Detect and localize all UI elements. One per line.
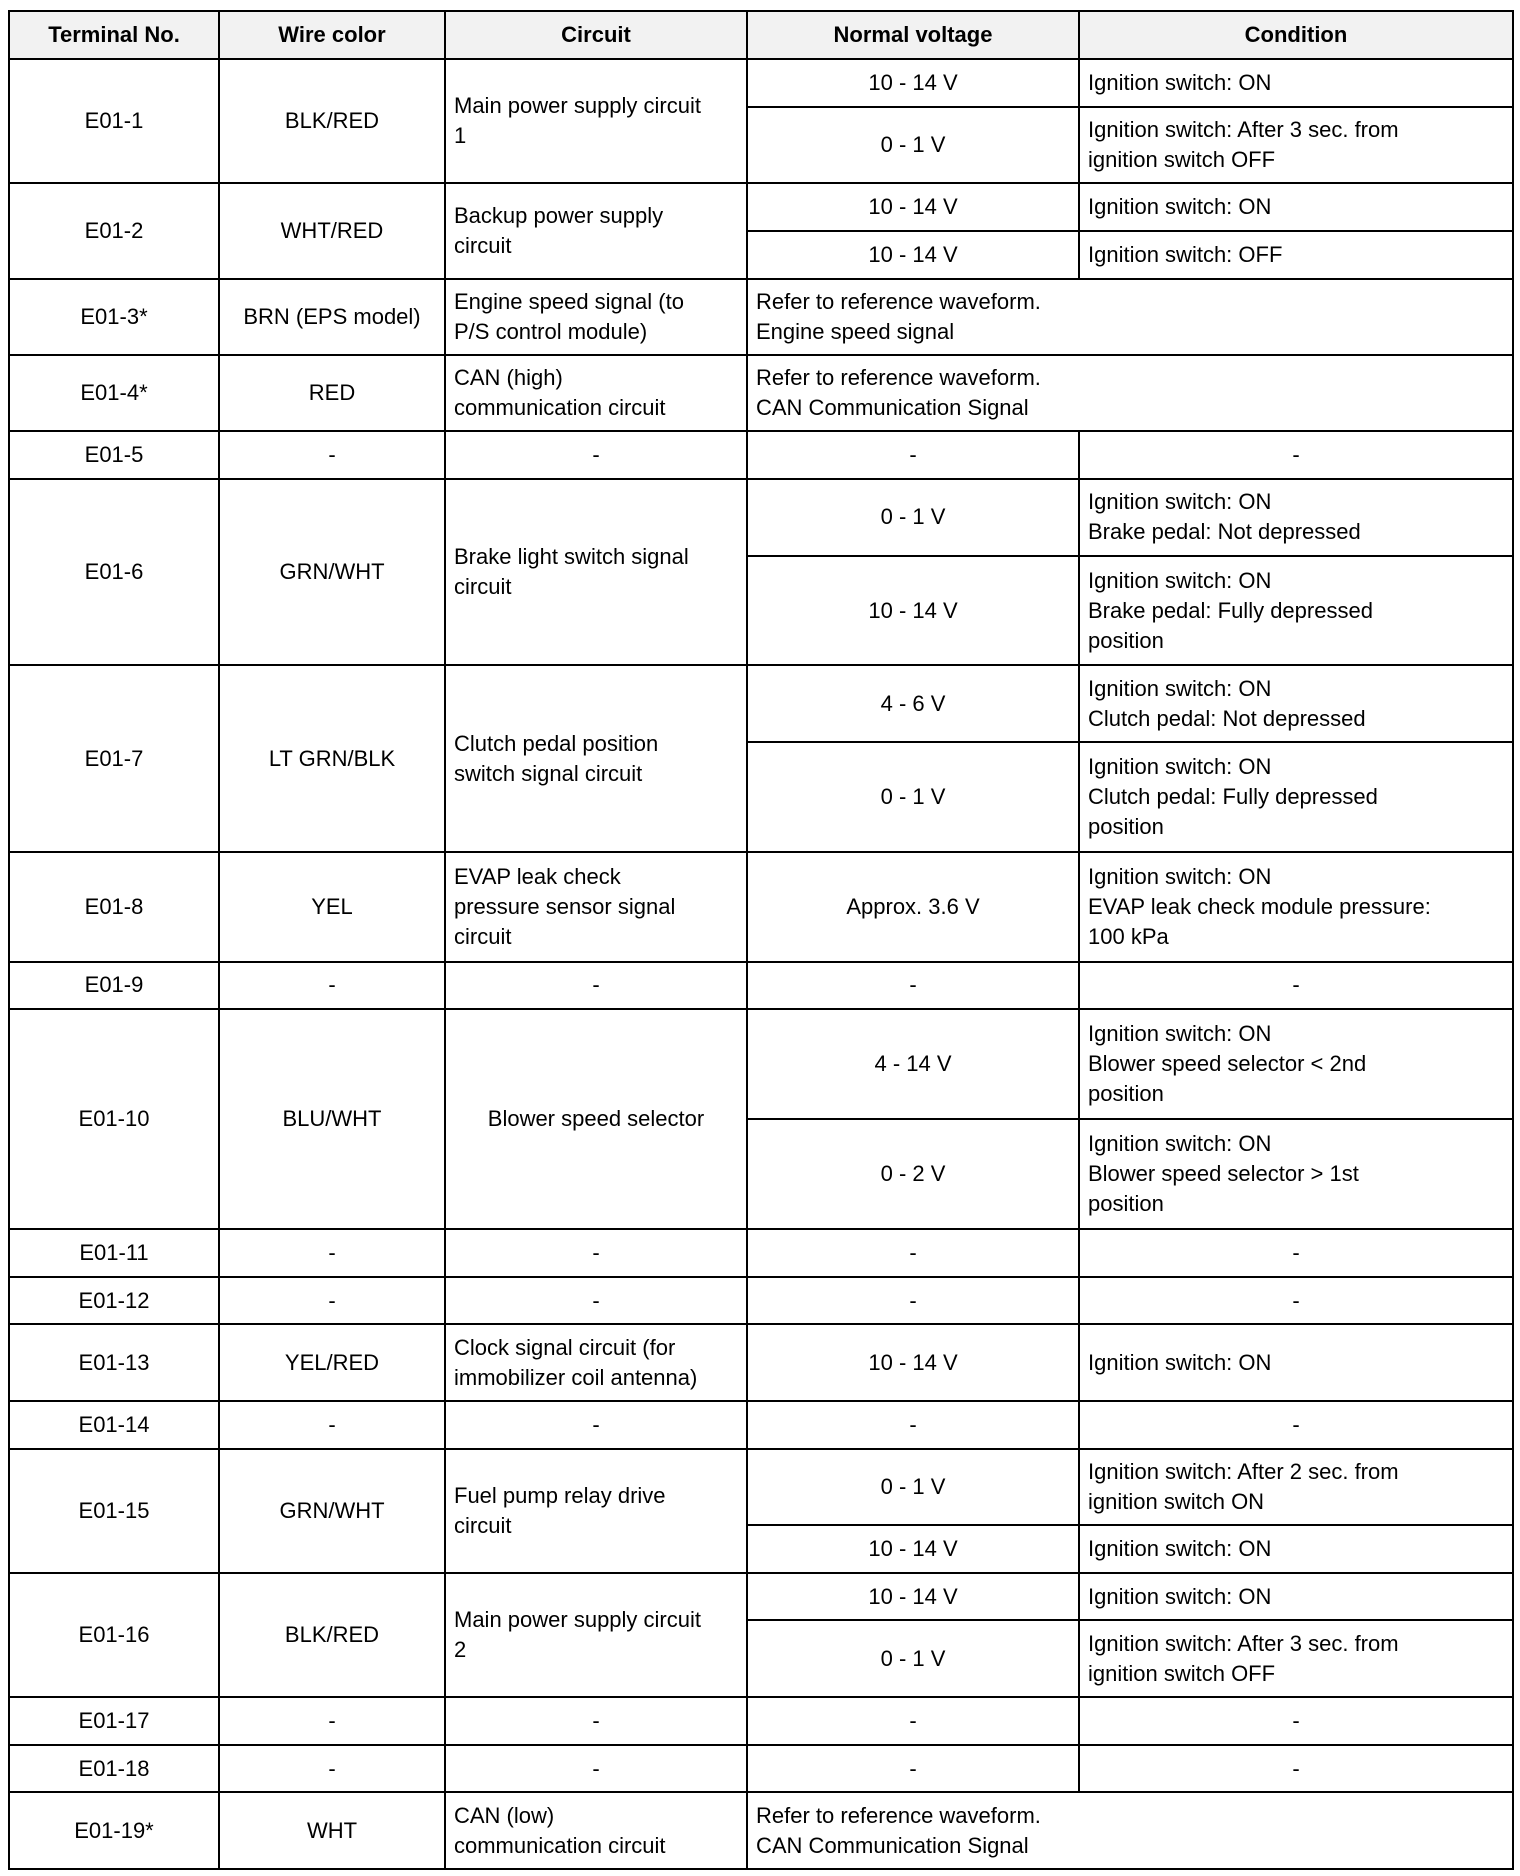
header-condition: Condition <box>1079 11 1513 59</box>
table-cell: Ignition switch: ON Clutch pedal: Not depressed <box>1079 665 1513 741</box>
table-cell: Blower speed selector <box>445 1009 747 1229</box>
table-cell: - <box>1079 1745 1513 1793</box>
table-cell: - <box>445 1229 747 1277</box>
table-cell: - <box>219 1229 445 1277</box>
table-row <box>9 1792 1513 1869</box>
header-circuit: Circuit <box>445 11 747 59</box>
table-cell: 0 - 1 V <box>747 479 1079 555</box>
table-cell: E01-16 <box>9 1573 219 1697</box>
table-body <box>9 59 1513 1869</box>
table-cell: - <box>219 962 445 1010</box>
table-cell: Refer to reference waveform. CAN Communication Signal <box>747 1792 1513 1869</box>
table-cell: - <box>219 431 445 479</box>
table-cell: YEL <box>219 852 445 962</box>
table-cell: 0 - 1 V <box>747 1620 1079 1696</box>
table-row <box>9 1324 1513 1400</box>
table-row <box>9 1401 1513 1449</box>
table-cell: GRN/WHT <box>219 1449 445 1573</box>
table-cell: - <box>1079 1697 1513 1745</box>
table-cell: Clutch pedal position switch signal circuit <box>445 665 747 851</box>
table-cell: Ignition switch: ON <box>1079 1525 1513 1573</box>
table-row <box>9 59 1513 107</box>
table-cell: 4 - 14 V <box>747 1009 1079 1119</box>
table-cell: Brake light switch signal circuit <box>445 479 747 665</box>
table-cell: Engine speed signal (to P/S control module) <box>445 279 747 355</box>
table-cell: 0 - 1 V <box>747 107 1079 183</box>
table-row <box>9 852 1513 962</box>
table-cell: - <box>445 962 747 1010</box>
table-cell: 4 - 6 V <box>747 665 1079 741</box>
table-cell: WHT/RED <box>219 183 445 279</box>
table-row <box>9 1229 1513 1277</box>
table-cell: - <box>747 1277 1079 1325</box>
table-cell: - <box>445 1697 747 1745</box>
table-row <box>9 1277 1513 1325</box>
table-cell: - <box>747 1697 1079 1745</box>
table-row <box>9 1573 1513 1621</box>
table-cell: E01-10 <box>9 1009 219 1229</box>
table-cell: GRN/WHT <box>219 479 445 665</box>
table-cell: Ignition switch: ON Blower speed selector < 2nd position <box>1079 1009 1513 1119</box>
table-cell: E01-7 <box>9 665 219 851</box>
table-cell: Ignition switch: After 3 sec. from ignition switch OFF <box>1079 1620 1513 1696</box>
table-cell: Refer to reference waveform. Engine speed signal <box>747 279 1513 355</box>
table-cell: - <box>445 1745 747 1793</box>
table-cell: Ignition switch: ON Brake pedal: Fully depressed position <box>1079 556 1513 666</box>
table-cell: E01-5 <box>9 431 219 479</box>
table-cell: 0 - 2 V <box>747 1119 1079 1229</box>
table-cell: EVAP leak check pressure sensor signal circuit <box>445 852 747 962</box>
table-cell: Refer to reference waveform. CAN Communication Signal <box>747 355 1513 431</box>
table-cell: Ignition switch: OFF <box>1079 231 1513 279</box>
table-cell: RED <box>219 355 445 431</box>
table-cell: Ignition switch: ON <box>1079 1573 1513 1621</box>
table-row <box>9 665 1513 741</box>
table-cell: - <box>219 1401 445 1449</box>
table-cell: Fuel pump relay drive circuit <box>445 1449 747 1573</box>
table-cell: 10 - 14 V <box>747 183 1079 231</box>
table-cell: LT GRN/BLK <box>219 665 445 851</box>
table-cell: 10 - 14 V <box>747 1324 1079 1400</box>
header-row <box>9 11 1513 59</box>
table-cell: - <box>747 1229 1079 1277</box>
table-row <box>9 355 1513 431</box>
table-row <box>9 479 1513 555</box>
table-cell: E01-6 <box>9 479 219 665</box>
table-cell: Main power supply circuit 2 <box>445 1573 747 1697</box>
table-cell: 10 - 14 V <box>747 1525 1079 1573</box>
table-cell: Ignition switch: ON <box>1079 183 1513 231</box>
table-row <box>9 1697 1513 1745</box>
table-cell: - <box>445 1401 747 1449</box>
table-cell: E01-15 <box>9 1449 219 1573</box>
table-row <box>9 431 1513 479</box>
table-cell: Backup power supply circuit <box>445 183 747 279</box>
table-cell: WHT <box>219 1792 445 1869</box>
table-cell: - <box>747 431 1079 479</box>
table-cell: - <box>219 1697 445 1745</box>
table-cell: 10 - 14 V <box>747 59 1079 107</box>
table-cell: Approx. 3.6 V <box>747 852 1079 962</box>
table-cell: BLK/RED <box>219 59 445 183</box>
table-header <box>9 11 1513 59</box>
header-terminal-no: Terminal No. <box>9 11 219 59</box>
table-cell: - <box>445 431 747 479</box>
table-cell: - <box>1079 431 1513 479</box>
table-cell: E01-8 <box>9 852 219 962</box>
table-cell: Ignition switch: After 3 sec. from ignition switch OFF <box>1079 107 1513 183</box>
table-cell: Ignition switch: ON EVAP leak check module pressure: 100 kPa <box>1079 852 1513 962</box>
table-cell: Clock signal circuit (for immobilizer coil antenna) <box>445 1324 747 1400</box>
table-cell: E01-17 <box>9 1697 219 1745</box>
table-cell: BLU/WHT <box>219 1009 445 1229</box>
table-cell: E01-3* <box>9 279 219 355</box>
table-cell: BRN (EPS model) <box>219 279 445 355</box>
table-cell: E01-19* <box>9 1792 219 1869</box>
header-wire-color: Wire color <box>219 11 445 59</box>
table-cell: 10 - 14 V <box>747 1573 1079 1621</box>
terminal-table <box>8 10 1514 1870</box>
table-cell: Main power supply circuit 1 <box>445 59 747 183</box>
table-cell: - <box>747 1745 1079 1793</box>
table-cell: - <box>747 962 1079 1010</box>
table-cell: Ignition switch: ON Blower speed selector > 1st position <box>1079 1119 1513 1229</box>
table-row <box>9 1009 1513 1119</box>
table-cell: YEL/RED <box>219 1324 445 1400</box>
table-cell: E01-18 <box>9 1745 219 1793</box>
table-cell: Ignition switch: ON Clutch pedal: Fully depressed position <box>1079 742 1513 852</box>
table-cell: CAN (low) communication circuit <box>445 1792 747 1869</box>
table-cell: - <box>1079 1229 1513 1277</box>
table-cell: BLK/RED <box>219 1573 445 1697</box>
table-cell: - <box>1079 1277 1513 1325</box>
table-cell: 0 - 1 V <box>747 1449 1079 1525</box>
table-cell: E01-2 <box>9 183 219 279</box>
table-cell: E01-4* <box>9 355 219 431</box>
table-row <box>9 1745 1513 1793</box>
table-row <box>9 183 1513 231</box>
table-cell: E01-9 <box>9 962 219 1010</box>
table-cell: 10 - 14 V <box>747 556 1079 666</box>
table-cell: E01-13 <box>9 1324 219 1400</box>
table-row <box>9 962 1513 1010</box>
table-cell: - <box>219 1745 445 1793</box>
table-cell: E01-1 <box>9 59 219 183</box>
table-cell: CAN (high) communication circuit <box>445 355 747 431</box>
table-cell: - <box>747 1401 1079 1449</box>
header-normal-voltage: Normal voltage <box>747 11 1079 59</box>
table-row <box>9 279 1513 355</box>
table-cell: - <box>1079 962 1513 1010</box>
terminal-voltage-sheet <box>8 10 1512 1870</box>
table-cell: E01-11 <box>9 1229 219 1277</box>
table-cell: E01-14 <box>9 1401 219 1449</box>
table-cell: 0 - 1 V <box>747 742 1079 852</box>
table-cell: E01-12 <box>9 1277 219 1325</box>
table-row <box>9 1449 1513 1525</box>
table-cell: - <box>1079 1401 1513 1449</box>
table-cell: - <box>219 1277 445 1325</box>
table-cell: Ignition switch: After 2 sec. from ignition switch ON <box>1079 1449 1513 1525</box>
table-cell: Ignition switch: ON <box>1079 59 1513 107</box>
table-cell: Ignition switch: ON <box>1079 1324 1513 1400</box>
table-cell: 10 - 14 V <box>747 231 1079 279</box>
table-cell: Ignition switch: ON Brake pedal: Not depressed <box>1079 479 1513 555</box>
table-cell: - <box>445 1277 747 1325</box>
